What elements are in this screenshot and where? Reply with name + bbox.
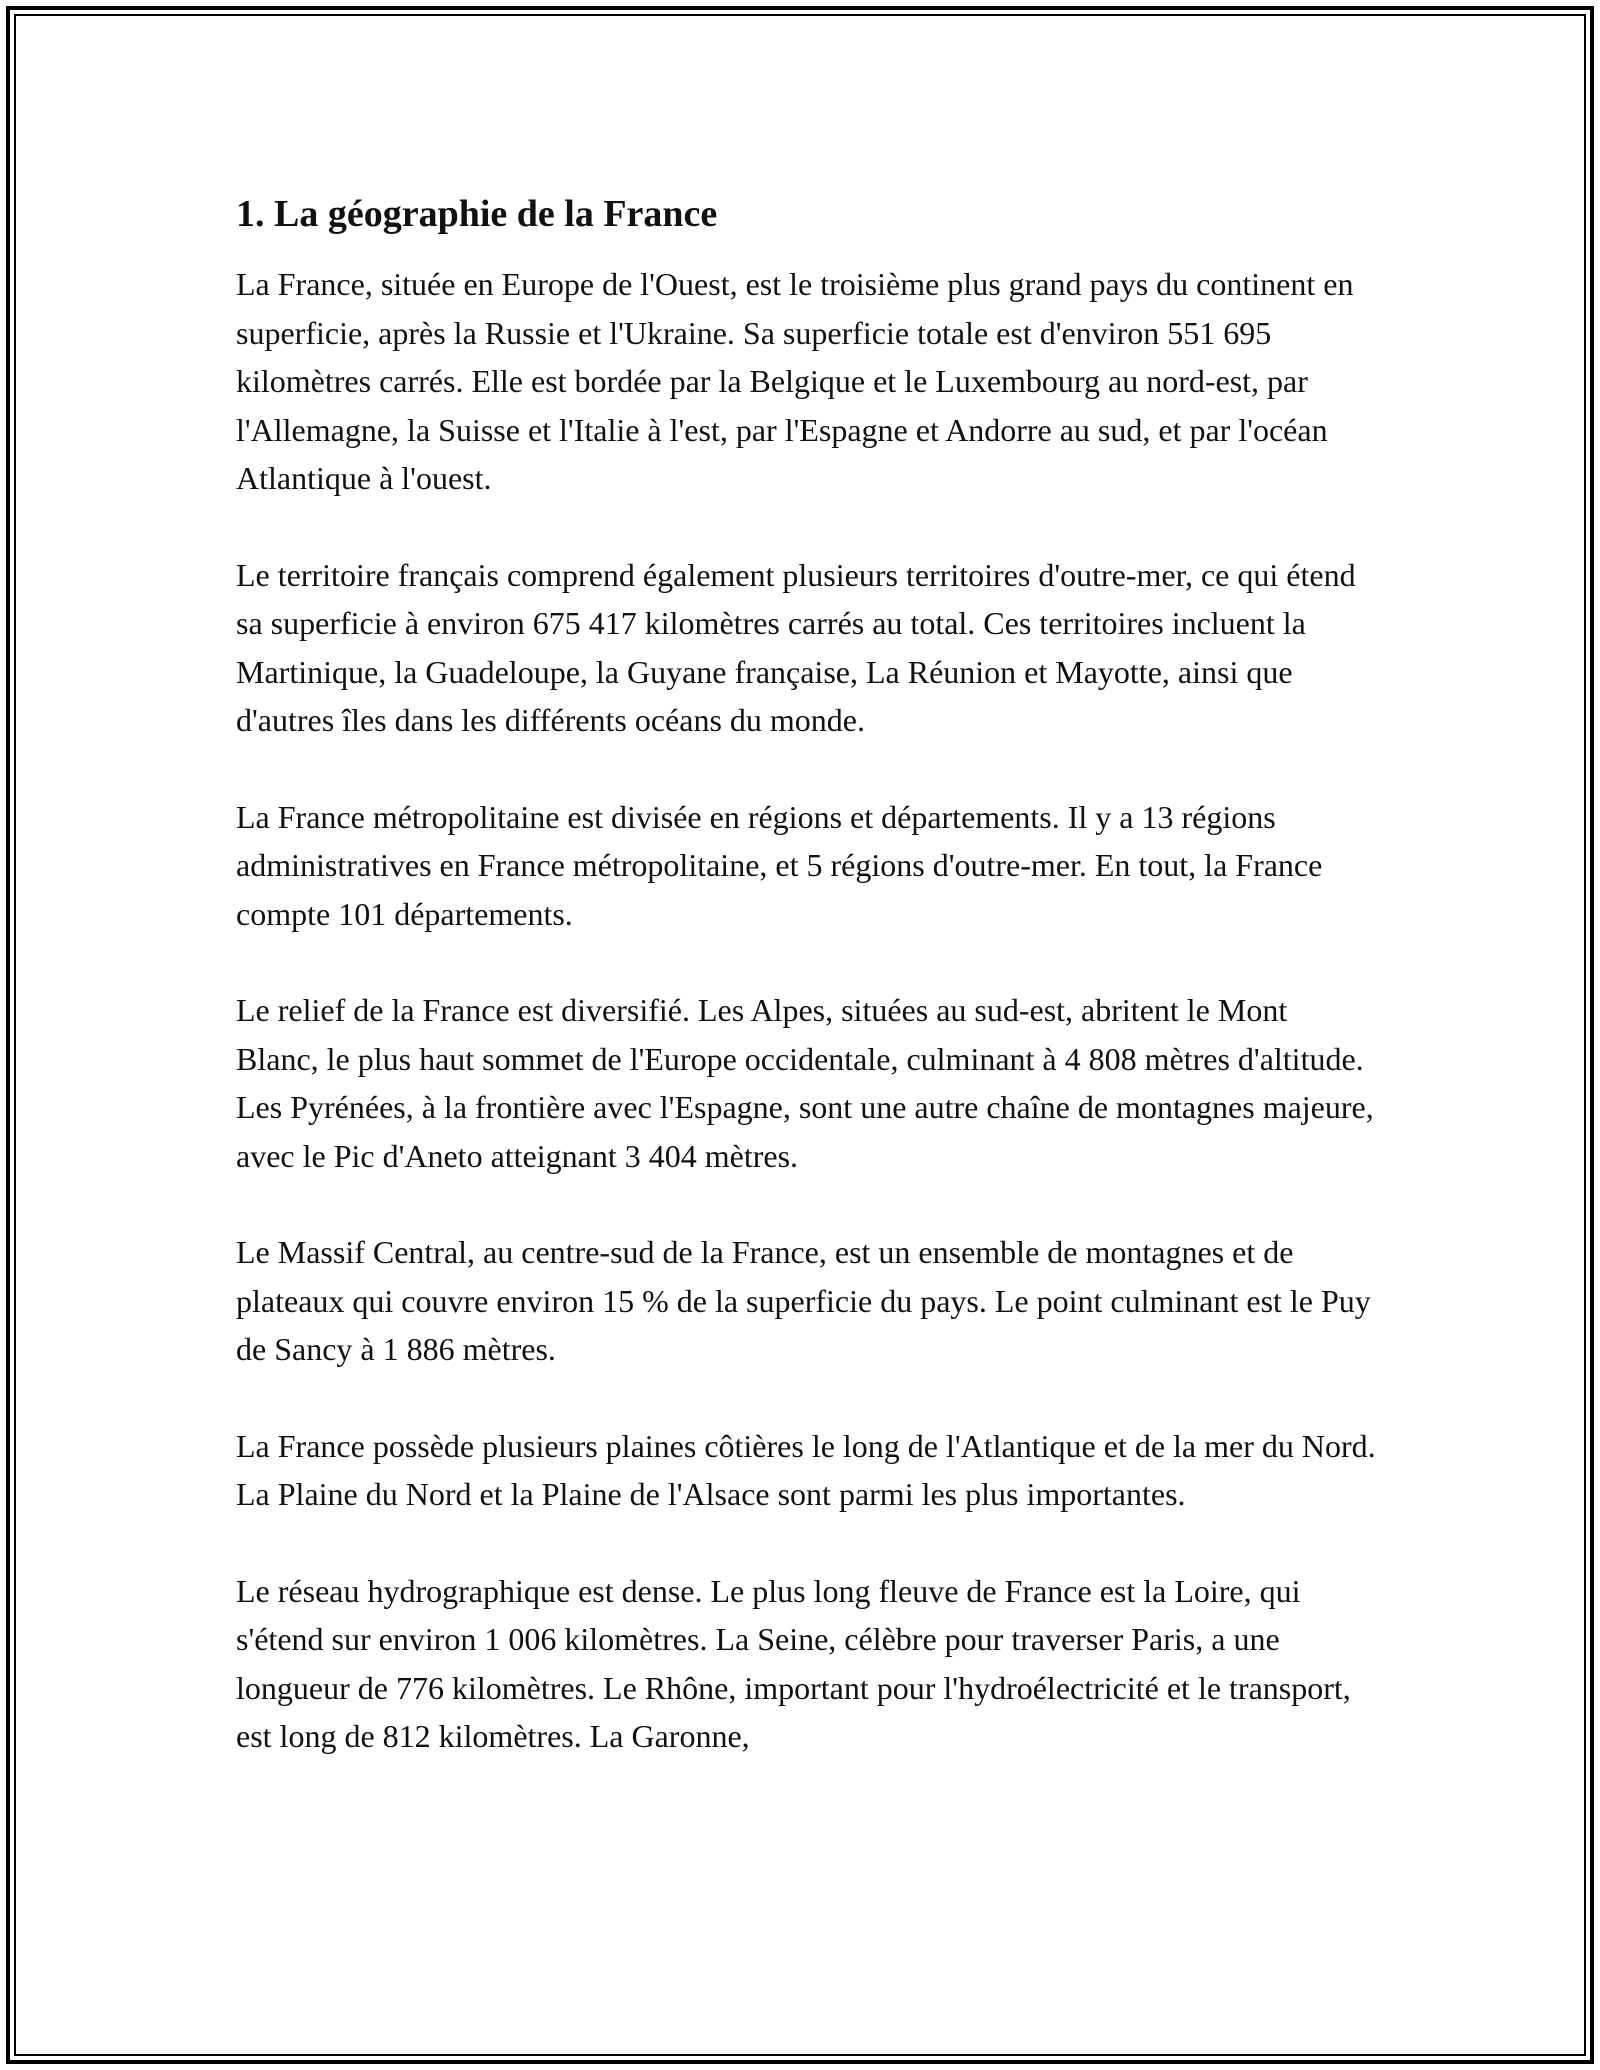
paragraph-plains: La France possède plusieurs plaines côtières le long de l'Atlantique et de la mer du Nord. La Plaine du Nord et la Plaine de l'Alsace sont parmi les plus importantes. (236, 1427, 1376, 1512)
document-body (236, 188, 1376, 1809)
paragraph-relief: Le relief de la France est diversifié. Les Alpes, situées au sud-est, abritent le Mont Blanc, le plus haut sommet de l'Europe occidentale, culminant à 4 808 mètres d'altitude. Les Pyrénées, à la frontière avec l'Espagne, sont une autre chaîne de montagnes majeure, avec le Pic d'Aneto atteignant 3 404 mètres. (236, 992, 1374, 1174)
paragraph-massif-central: Le Massif Central, au centre-sud de la France, est un ensemble de montagnes et de plateaux qui couvre environ 15 % de la superficie du pays. Le point culminant est le Puy de Sancy à 1 886 mètres. (236, 1234, 1371, 1367)
paragraph-overseas-territories: Le territoire français comprend également plusieurs territoires d'outre-mer, ce qui étend sa superficie à environ 675 417 kilomètres carrés au total. Ces territoires incluent la Martinique, la Guadeloupe, la Guyane française, La Réunion et Mayotte, ainsi que d'autres îles dans les différents océans du monde. (236, 556, 1356, 738)
paragraph-location: La France, située en Europe de l'Ouest, est le troisième plus grand pays du continent en superficie, après la Russie et l'Ukraine. Sa superficie totale est d'environ 551 695 kilomètres carrés. Elle est bordée par la Belgique et le Luxembourg au nord-est, par l'Allemagne, la Suisse et l'Italie à l'est, par l'Espagne et Andorre au sud, et par l'océan Atlantique à l'ouest. (236, 266, 1354, 496)
paragraph-regions: La France métropolitaine est divisée en régions et départements. Il y a 13 régions administratives en France métropolitaine, et 5 régions d'outre-mer. En tout, la France compte 101 départements. (236, 798, 1323, 932)
paragraph-rivers: Le réseau hydrographique est dense. Le plus long fleuve de France est la Loire, qui s'étend sur environ 1 006 kilomètres. La Seine, célèbre pour traverser Paris, a une longueur de 776 kilomètres. Le Rhône, important pour l'hydroélectricité et le transport, est long de 812 kilomètres. La Garonne, (236, 1572, 1351, 1754)
section-heading: 1. La géographie de la France (236, 193, 718, 235)
